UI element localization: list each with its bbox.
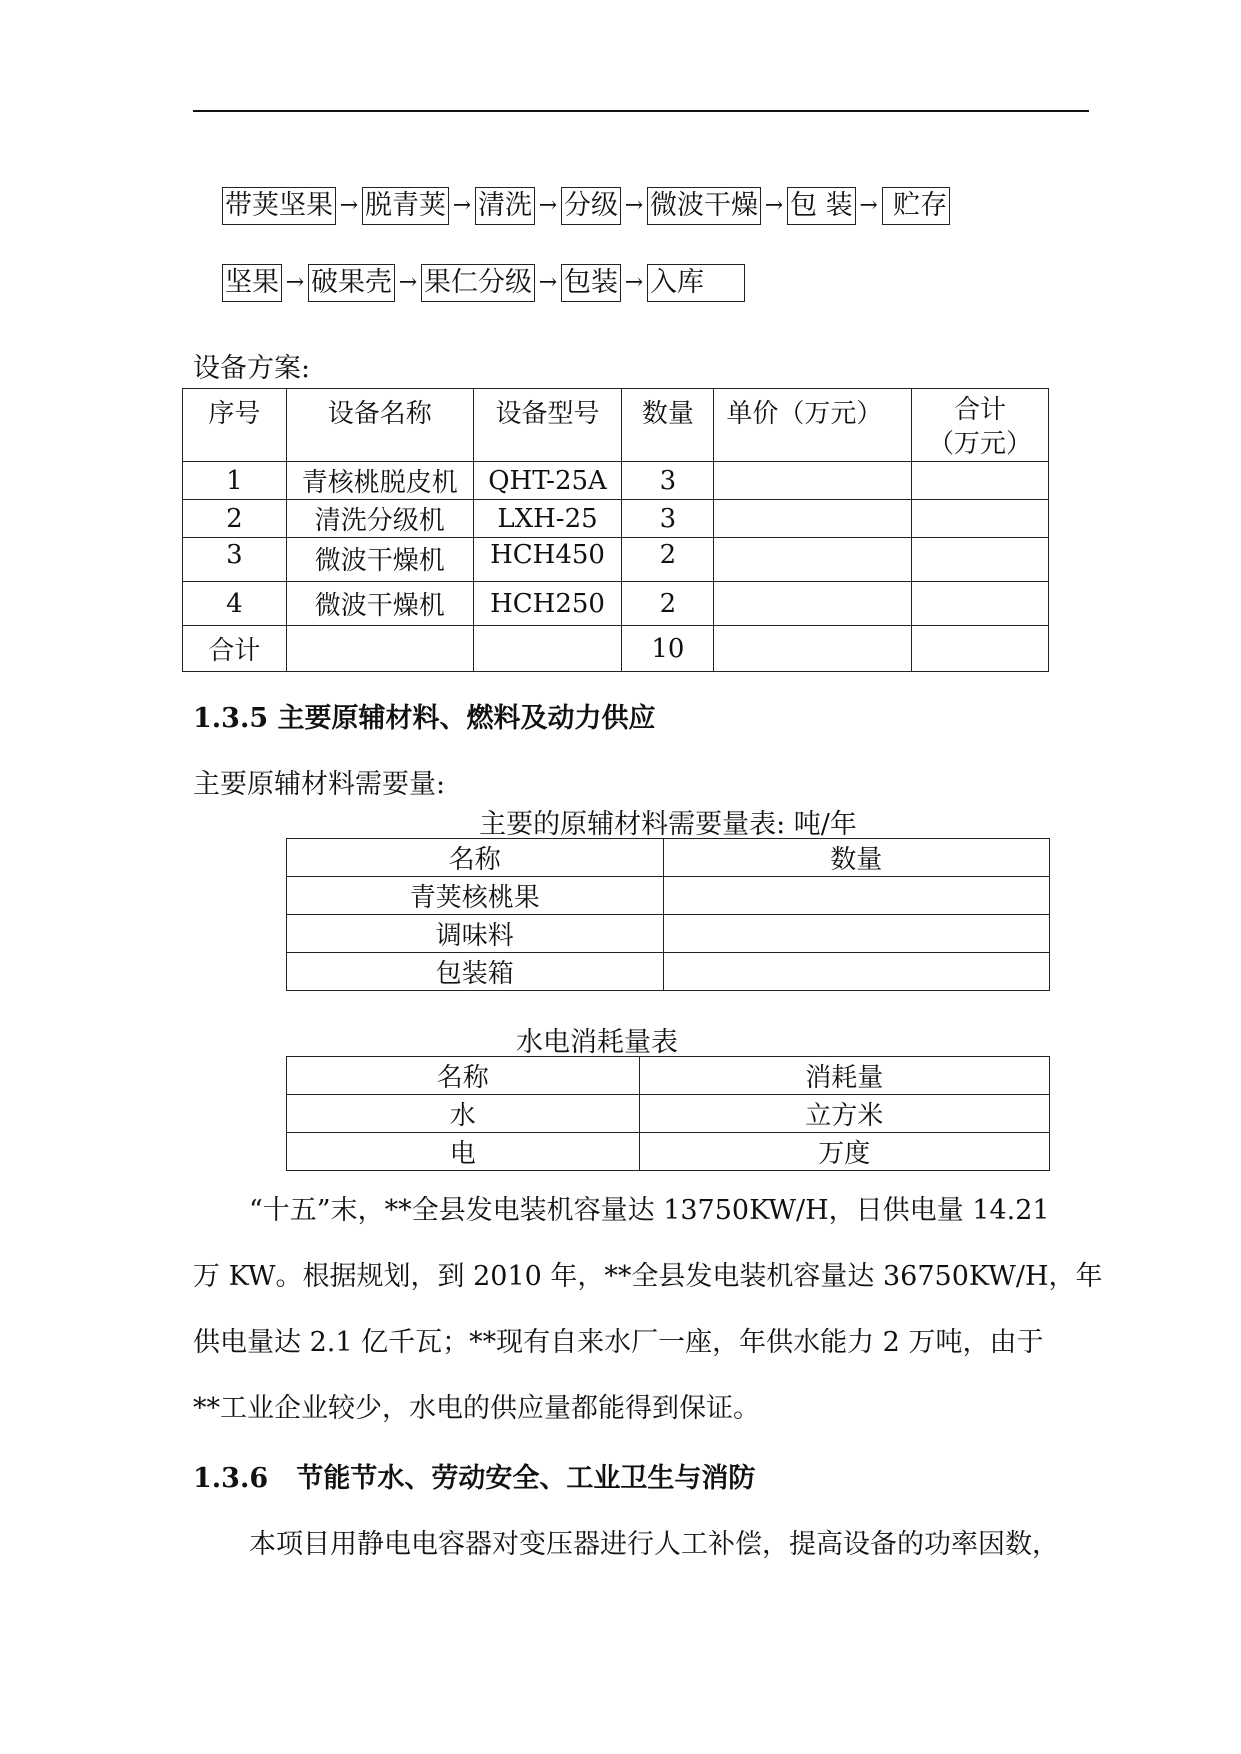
table-cell: 1 (183, 462, 287, 500)
table-row (287, 877, 1050, 915)
table-cell: 青核桃脱皮机 (286, 462, 473, 500)
table-cell (912, 500, 1049, 538)
table-row (183, 538, 1049, 582)
table-cell: 2 (183, 500, 287, 538)
header-cell: 设备名称 (286, 389, 473, 462)
paragraph-line: 供电量达 2.1 亿千瓦；**现有自来水厂一座，年供水能力 2 万吨，由于 (193, 1327, 1044, 1358)
table-cell: 3 (183, 538, 287, 582)
table-header-row (287, 839, 1050, 877)
header-cell-line: （万元） (928, 429, 1033, 459)
flow-step: 分级 (561, 187, 621, 225)
table-cell (714, 538, 912, 582)
header-cell: 数量 (663, 839, 1050, 877)
table-cell: 水 (287, 1095, 640, 1133)
table-total-row (183, 626, 1049, 672)
table-cell: HCH250 (473, 582, 622, 626)
table-row (287, 915, 1050, 953)
table-row (183, 582, 1049, 626)
table-cell: 包装箱 (287, 953, 664, 991)
header-cell: 名称 (287, 1057, 640, 1095)
arrow-icon: → (452, 193, 472, 218)
table-cell: 10 (622, 626, 714, 672)
flow-step: 脱青荚 (362, 187, 449, 225)
materials-intro: 主要原辅材料需要量: (193, 769, 446, 800)
flow-step: 清洗 (475, 187, 535, 225)
table-cell: 4 (183, 582, 287, 626)
header-cell: 序号 (183, 389, 287, 462)
header-cell: 数量 (622, 389, 714, 462)
arrow-icon: → (624, 270, 644, 295)
table-cell: 立方米 (639, 1095, 1049, 1133)
table-cell: 电 (287, 1133, 640, 1171)
header-cell: 设备型号 (473, 389, 622, 462)
table-cell: QHT-25A (473, 462, 622, 500)
process-flow-1 (222, 187, 950, 225)
arrow-icon: → (859, 193, 878, 218)
header-cell: 消耗量 (639, 1057, 1049, 1095)
table-cell: 调味料 (287, 915, 664, 953)
header-cell-line: 合计 (954, 395, 1007, 425)
body-paragraph-line: 本项目用静电电容器对变压器进行人工补偿，提高设备的功率因数， (249, 1529, 1059, 1560)
materials-table (286, 838, 1050, 991)
arrow-icon: → (624, 193, 644, 218)
header-cell: 单价（万元） (714, 389, 912, 462)
body-paragraph (193, 1178, 1103, 1442)
paragraph-line: “十五”末，**全县发电装机容量达 13750KW/H，日供电量 14.21 (249, 1195, 1050, 1226)
table-cell (663, 915, 1050, 953)
equipment-label: 设备方案: (193, 353, 311, 384)
section-heading-135: 1.3.5 主要原辅材料、燃料及动力供应 (193, 703, 656, 734)
table-cell (714, 582, 912, 626)
table-cell (912, 626, 1049, 672)
arrow-icon: → (538, 193, 558, 218)
table-cell: 微波干燥机 (286, 582, 473, 626)
table-cell: 3 (622, 500, 714, 538)
table-row (287, 1095, 1050, 1133)
table-cell: 合计 (183, 626, 287, 672)
table-row (183, 500, 1049, 538)
table-cell (714, 500, 912, 538)
table-header-row (287, 1057, 1050, 1095)
header-cell: 名称 (287, 839, 664, 877)
arrow-icon: → (398, 270, 418, 295)
table-cell (912, 582, 1049, 626)
flow-step: 包 装 (787, 187, 856, 225)
table-cell (663, 877, 1050, 915)
table-cell: 2 (622, 538, 714, 582)
equipment-table (182, 388, 1049, 672)
table-cell: HCH450 (473, 538, 622, 582)
flow-step: 带荚坚果 (222, 187, 336, 225)
flow-step: 包装 (561, 264, 621, 302)
process-flow-2 (222, 264, 745, 302)
table-row (287, 1133, 1050, 1171)
table-cell (912, 462, 1049, 500)
table-cell: 3 (622, 462, 714, 500)
header-rule (193, 110, 1089, 112)
arrow-icon: → (339, 193, 359, 218)
table-cell: 微波干燥机 (286, 538, 473, 582)
arrow-icon: → (285, 270, 305, 295)
table-cell: 清洗分级机 (286, 500, 473, 538)
table-cell: 万度 (639, 1133, 1049, 1171)
arrow-icon: → (764, 193, 784, 218)
header-cell (912, 389, 1049, 462)
table-row (183, 462, 1049, 500)
paragraph-line: **工业企业较少，水电的供应量都能得到保证。 (193, 1393, 760, 1424)
table-cell (663, 953, 1050, 991)
utilities-table-caption: 水电消耗量表 (516, 1027, 678, 1058)
flow-step: 破果壳 (308, 264, 395, 302)
materials-table-caption: 主要的原辅材料需要量表: 吨/年 (479, 809, 857, 840)
table-cell: LXH-25 (473, 500, 622, 538)
table-header-row (183, 389, 1049, 462)
table-cell (286, 626, 473, 672)
paragraph-line: 万 KW。根据规划，到 2010 年，**全县发电装机容量达 36750KW/H，年 (193, 1261, 1103, 1292)
table-cell (714, 462, 912, 500)
table-cell (912, 538, 1049, 582)
section-heading-136: 1.3.6 节能节水、劳动安全、工业卫生与消防 (193, 1463, 756, 1494)
arrow-icon: → (538, 270, 558, 295)
table-row (287, 953, 1050, 991)
table-cell (473, 626, 622, 672)
table-cell (714, 626, 912, 672)
utilities-table (286, 1056, 1050, 1171)
flow-step: 果仁分级 (421, 264, 535, 302)
table-cell: 2 (622, 582, 714, 626)
flow-step: 贮存 (882, 187, 951, 225)
flow-step: 入库 (647, 264, 745, 302)
flow-step: 坚果 (222, 264, 282, 302)
flow-step: 微波干燥 (647, 187, 761, 225)
table-cell: 青荚核桃果 (287, 877, 664, 915)
